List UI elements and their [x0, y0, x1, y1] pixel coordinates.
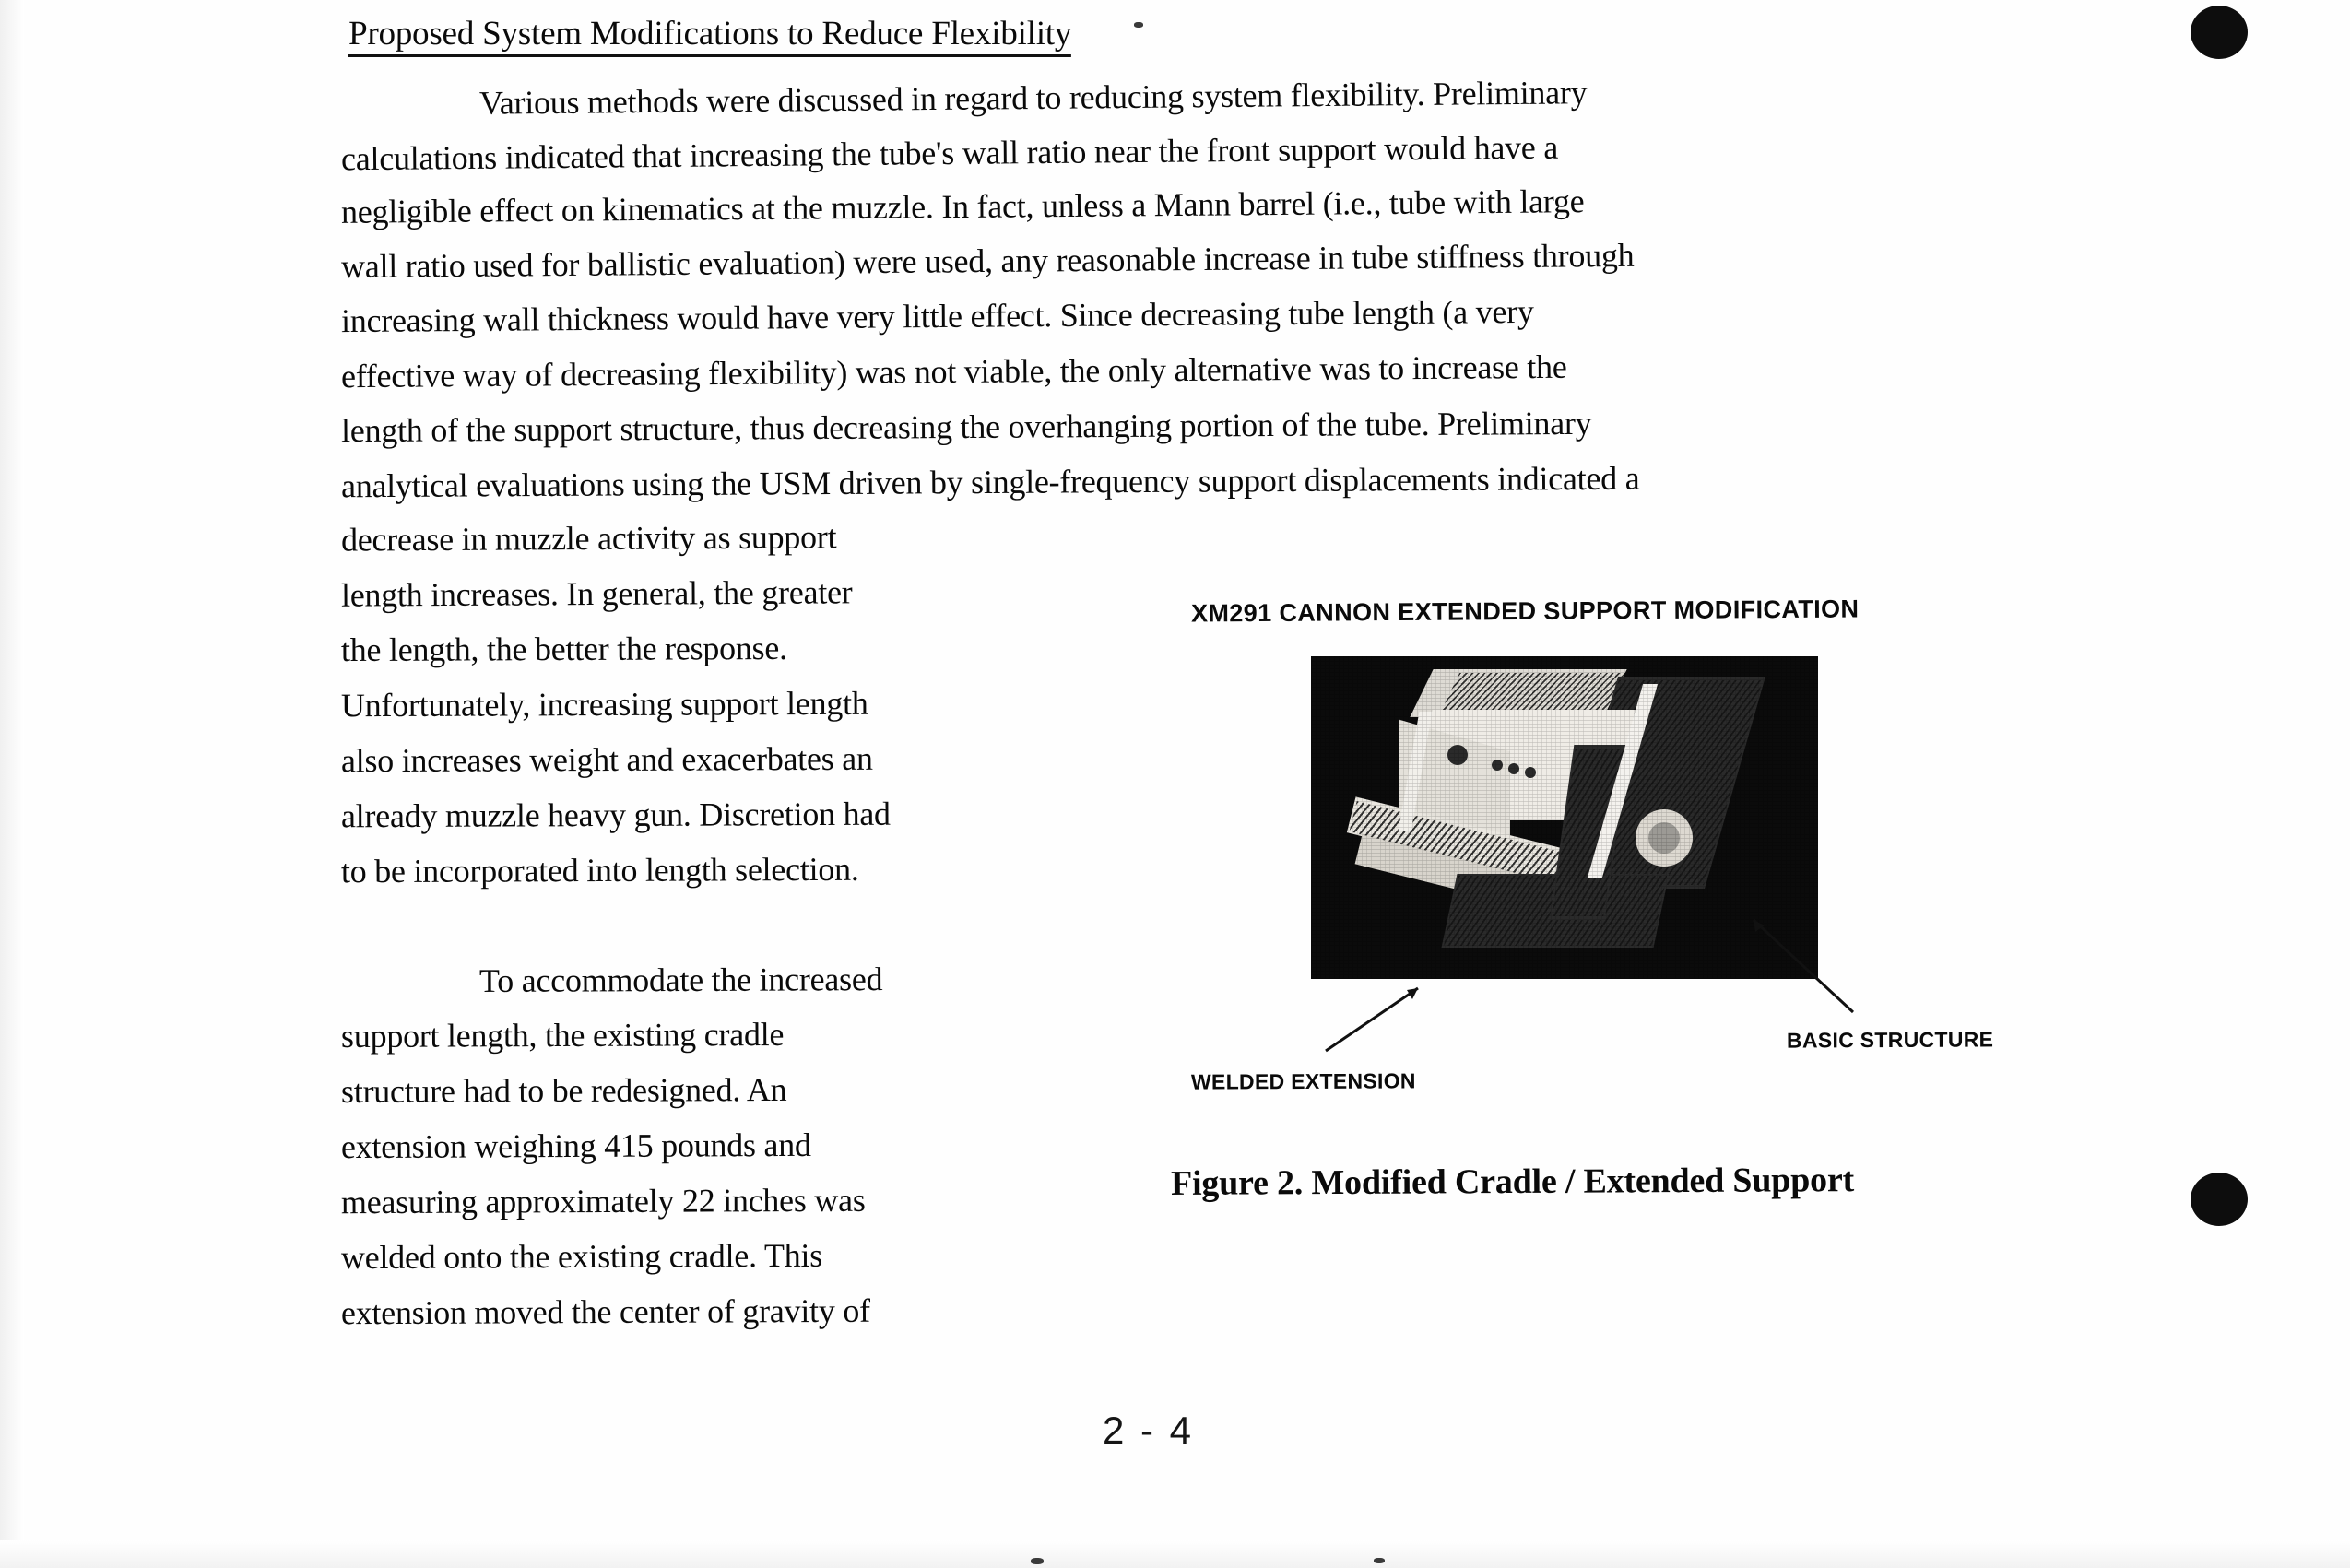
body-line: wall ratio used for ballistic evaluation) were used, any reasonable increase in tube stiffness through: [340, 236, 1635, 286]
body-line: calculations indicated that increasing the tube's wall ratio near the front support would have a: [340, 128, 1559, 178]
body-line: Various methods were discussed in regard to reducing system flexibility. Preliminary: [478, 74, 1588, 122]
body-line: measuring approximately 22 inches was: [340, 1181, 866, 1221]
body-line: support length, the existing cradle: [340, 1015, 785, 1055]
scan-edge-left: [0, 0, 24, 1568]
body-line: already muzzle heavy gun. Discretion had: [340, 795, 891, 835]
binder-hole-mark-top: [2191, 6, 2248, 59]
scan-dust-speck: [1374, 1558, 1385, 1563]
body-line: extension moved the center of gravity of: [340, 1291, 870, 1332]
body-line: to be incorporated into length selection.: [340, 850, 859, 890]
scan-dust-speck: [1031, 1558, 1044, 1564]
body-line: welded onto the existing cradle. This: [340, 1236, 823, 1277]
figure-caption: Figure 2. Modified Cradle / Extended Support: [1170, 1161, 1855, 1203]
page-number: 2 - 4: [1103, 1409, 1195, 1452]
body-line: Unfortunately, increasing support length: [340, 684, 868, 725]
figure-2: [1152, 572, 2111, 1300]
body-line: To accommodate the increased: [478, 961, 883, 999]
binder-hole-mark-bottom: [2191, 1173, 2248, 1226]
body-line: negligible effect on kinematics at the muzzle. In fact, unless a Mann barrel (i.e., tube with large: [340, 183, 1585, 230]
callout-label-basic-structure: BASIC STRUCTURE: [1786, 1027, 1994, 1053]
body-line: extension weighing 415 pounds and: [340, 1126, 811, 1166]
body-line: increasing wall thickness would have very little effect. Since decreasing tube length (a very: [340, 292, 1534, 340]
body-line: length of the support structure, thus decreasing the overhanging portion of the tube. Preliminary: [340, 404, 1592, 450]
callout-label-welded-extension: WELDED EXTENSION: [1190, 1068, 1416, 1094]
body-line: structure had to be redesigned. An: [340, 1070, 787, 1111]
body-line: the length, the better the response.: [340, 629, 787, 669]
body-line: also increases weight and exacerbates an: [340, 739, 873, 780]
figure-title: XM291 CANNON EXTENDED SUPPORT MODIFICATION: [1190, 595, 1860, 628]
body-line: effective way of decreasing flexibility) was not viable, the only alternative was to increase the: [340, 348, 1567, 395]
body-line: decrease in muzzle activity as support: [340, 518, 837, 559]
section-heading: Proposed System Modifications to Reduce Flexibility: [348, 17, 1071, 57]
scan-edge-bottom: [0, 1540, 2350, 1568]
body-line: analytical evaluations using the USM driven by single-frequency support displacements indicated a: [340, 459, 1640, 505]
scan-dust-speck: [1134, 22, 1143, 28]
figure-photograph: [1311, 656, 1818, 979]
body-line: length increases. In general, the greater: [340, 573, 853, 614]
